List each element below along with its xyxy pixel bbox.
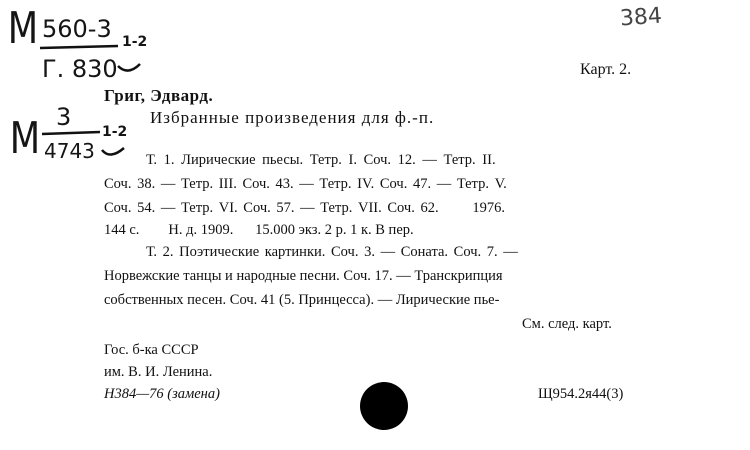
library-name-2: им. В. И. Ленина.: [104, 364, 213, 380]
body-line: Т. 1. Лирические пьесы. Тетр. I. Соч. 12. — Тетр. II.: [146, 152, 496, 168]
continued-note: См. след. карт.: [522, 316, 612, 332]
shelfmark-numerator-mid: 3: [56, 103, 72, 131]
shelfmark-denominator-top: Г. 830: [42, 55, 118, 83]
classification-code: Щ954.2я44(3): [538, 386, 624, 402]
shelfmark-note-mid: 1-2: [102, 124, 128, 140]
punch-hole: [360, 382, 408, 430]
shelfmark-note-top: 1-2: [122, 34, 148, 50]
library-name: Гос. б-ка СССР: [104, 342, 199, 358]
body-line: Норвежские танцы и народные песни. Соч. 17. — Транскрипция: [104, 268, 503, 284]
fraction-line-top: [40, 46, 118, 48]
work-title: Избранные произведения для ф.-п.: [150, 108, 435, 127]
shelfmark-denominator-mid: 4743: [44, 139, 95, 163]
curl-stroke-top: [118, 64, 140, 71]
body-line: собственных песен. Соч. 41 (5. Принцесса). — Лирические пье-: [104, 292, 500, 308]
fraction-line-mid: [42, 132, 100, 134]
card-number: Н384—76 (замена): [104, 386, 220, 402]
shelfmark-letter-top: М: [7, 3, 39, 54]
card-label: Карт. 2.: [580, 61, 632, 78]
body-line: Т. 2. Поэтические картинки. Соч. 3. — Соната. Соч. 7. —: [146, 244, 518, 260]
body-line: Соч. 54. — Тетр. VI. Соч. 57. — Тетр. VII. Соч. 62. 1976.: [104, 200, 505, 216]
curl-stroke-mid: [102, 148, 124, 155]
shelfmark-numerator-top: 560-3: [42, 15, 112, 43]
body-line: 144 с. Н. д. 1909. 15.000 экз. 2 р. 1 к. В пер.: [104, 222, 414, 238]
shelfmark-letter-mid: М: [9, 113, 41, 164]
corner-mark: 384: [619, 3, 663, 32]
body-line: Соч. 38. — Тетр. III. Соч. 43. — Тетр. IV. Соч. 47. — Тетр. V.: [104, 176, 507, 192]
author-heading: Григ, Эдвард.: [104, 86, 214, 105]
